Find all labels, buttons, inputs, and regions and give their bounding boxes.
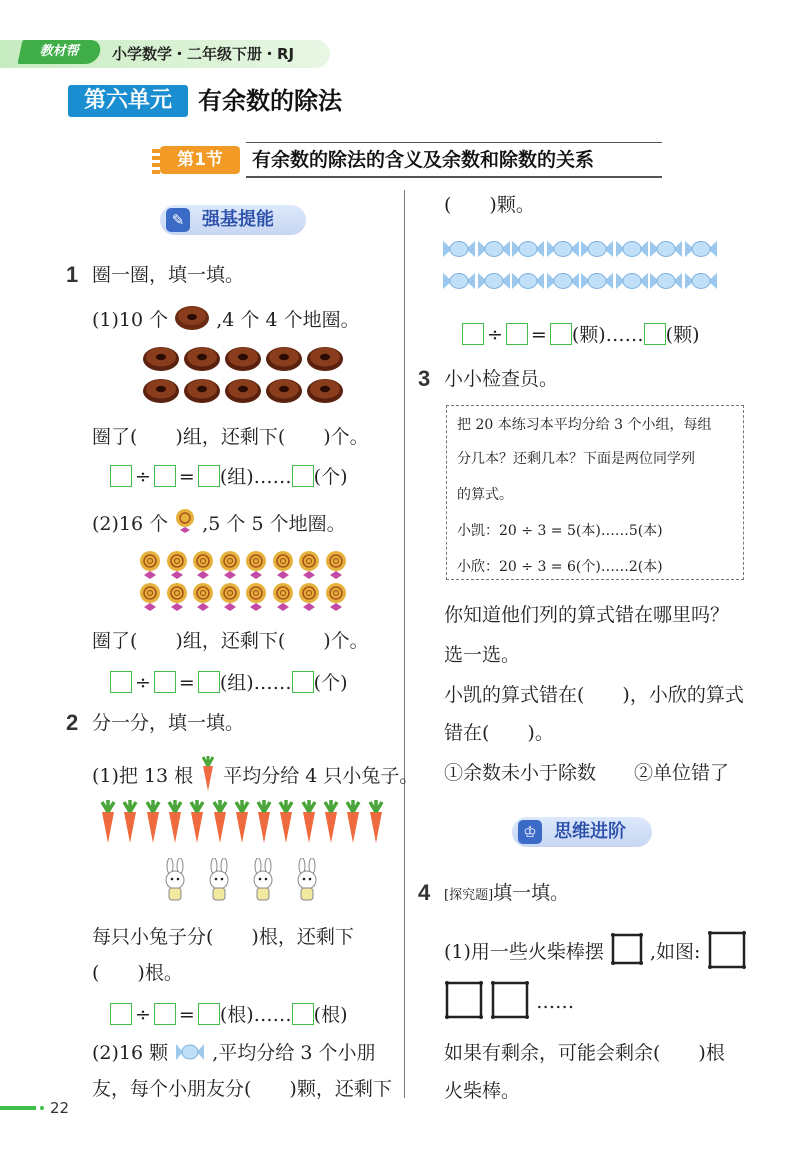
q1a-answer: 圈了( )组，还剩下( )个。 [92, 426, 369, 448]
pill-basic [160, 205, 306, 235]
lollipop-icon [165, 550, 189, 584]
lollipop-icon [244, 550, 268, 584]
carrot-icon [143, 800, 163, 848]
q1b-answer: 圈了( )组，还剩下( )个。 [92, 630, 369, 652]
box-line: 小欣：20 ÷ 3 = 6(个)……2(本) [457, 559, 663, 575]
q3-problem-box [446, 405, 744, 580]
q4-line1-text: (1)用一些火柴棒摆 [444, 941, 604, 963]
answer-box[interactable] [462, 323, 484, 345]
carrot-icon [343, 800, 363, 848]
candy-icon [511, 270, 545, 296]
answer-box[interactable] [506, 323, 528, 345]
q3-options: ①余数未小于除数 ②单位错了 [444, 762, 730, 784]
pill-basic-label: 强基提能 [202, 209, 274, 230]
rabbit-icon [160, 858, 190, 908]
answer-box[interactable] [198, 1003, 220, 1025]
donut-icon [306, 376, 344, 408]
lollipop-icon [271, 550, 295, 584]
pill-advanced-label: 思维进阶 [554, 821, 626, 842]
q4-line-1 [444, 930, 747, 970]
footer-dot [40, 1106, 44, 1110]
donut-icon [183, 344, 221, 376]
q2a-post: 平均分给 4 只小兔子。 [223, 765, 419, 787]
donut-icon [142, 376, 180, 408]
candy-icon [442, 270, 476, 296]
q2b-line-1 [92, 1040, 375, 1066]
box-line: 把 20 本练习本平均分给 3 个小组，每组 [457, 417, 712, 433]
q3-title: 小小检查员。 [444, 368, 559, 390]
answer-box[interactable] [550, 323, 572, 345]
medal-icon: ♔ [518, 820, 542, 844]
donut-icon [306, 344, 344, 376]
unit-title: 有余数的除法 [198, 87, 342, 115]
eq-sign: = [178, 1004, 195, 1026]
q3-ask-3: 小凯的算式错在( )，小欣的算式 [444, 684, 744, 706]
carrot-icon [299, 800, 319, 848]
q1a-equation [110, 462, 348, 489]
q3-ask-2: 选一选。 [444, 644, 521, 666]
q4-number: 4 [418, 880, 431, 905]
carrot-icon [187, 800, 207, 848]
donut-icon [224, 376, 262, 408]
lollipop-icon [324, 550, 348, 584]
answer-box[interactable] [292, 1003, 314, 1025]
unit-badge: 第六单元 [68, 85, 188, 117]
lollipop-icon [191, 582, 215, 616]
unit-text: (根)…… [219, 1004, 292, 1026]
answer-box[interactable] [198, 465, 220, 487]
box-line: 分几本？还剩几本？下面是两位同学列 [457, 451, 695, 467]
box-line: 小凯：20 ÷ 3 = 5(本)……5(本) [457, 523, 663, 539]
q4-line-2: 如果有剩余，可能会剩余( )根 [444, 1042, 725, 1064]
carrot-icon [254, 800, 274, 848]
q4-title: 填一填。 [493, 882, 570, 904]
carrot-icon [199, 756, 217, 792]
q2b-line-2: 友，每个小朋友分( )颗，还剩下 [92, 1078, 392, 1100]
lollipop-icon [218, 582, 242, 616]
div-sign: ÷ [135, 1004, 151, 1026]
rabbit-icon [248, 858, 278, 908]
candy-icon [684, 238, 718, 264]
q2a-line [92, 756, 418, 792]
rabbit-icon [292, 858, 322, 908]
q2-title: 分一分，填一填。 [92, 712, 245, 734]
candy-icon [615, 270, 649, 296]
donut-icon [183, 376, 221, 408]
unit-text: (组)…… [219, 672, 292, 694]
answer-box[interactable] [110, 1003, 132, 1025]
carrot-icon [321, 800, 341, 848]
pencil-icon: ✎ [166, 208, 190, 232]
matchstick-square-icon [707, 930, 747, 970]
q4-square-row [444, 980, 574, 1020]
carrot-icon [366, 800, 386, 848]
candy-icon [684, 270, 718, 296]
carrot-icon [232, 800, 252, 848]
q2a-answer-2: ( )根。 [92, 962, 183, 984]
candy-icon [477, 238, 511, 264]
candy-icon [615, 238, 649, 264]
box-line: 的算式。 [457, 487, 513, 503]
lollipop-icon [324, 582, 348, 616]
section-rule-top [246, 142, 662, 143]
book-title: 小学数学・二年级下册・RJ [112, 45, 295, 63]
carrot-icon [276, 800, 296, 848]
q1a-pre: (1)10 个 [92, 309, 169, 331]
matchstick-square-icon [490, 980, 530, 1020]
page-number: 22 [50, 1099, 70, 1117]
section-badge: 第1节 [160, 146, 240, 174]
candy-icon [511, 238, 545, 264]
carrot-icon [120, 800, 140, 848]
candy-icon [580, 238, 614, 264]
answer-box[interactable] [292, 671, 314, 693]
lollipop-icon [244, 582, 268, 616]
q2a-equation [110, 1000, 348, 1027]
answer-box[interactable] [154, 465, 176, 487]
answer-box[interactable] [154, 671, 176, 693]
donut-icon [265, 376, 303, 408]
q1b-post: ,5 个 5 个地圈。 [202, 513, 346, 535]
lollipop-icon [297, 582, 321, 616]
q2-number: 2 [66, 710, 79, 735]
lollipop-icon [297, 550, 321, 584]
candy-icon [649, 270, 683, 296]
q1-title: 圈一圈，填一填。 [92, 264, 245, 286]
footer-bar [0, 1106, 36, 1110]
q1a-line [92, 304, 360, 333]
q1a-post: ,4 个 4 个地圈。 [216, 309, 360, 331]
q4-title-line [444, 880, 569, 909]
matchstick-square-icon [444, 980, 484, 1020]
q3-ask-4: 错在( )。 [444, 722, 554, 744]
donut-icon [174, 304, 210, 332]
carrot-icon [165, 800, 185, 848]
q4-line1b-text: ,如图: [650, 941, 701, 963]
eq-sign: = [530, 324, 547, 346]
answer-box[interactable] [110, 465, 132, 487]
lollipop-icon [138, 582, 162, 616]
lollipop-icon [165, 582, 189, 616]
q2b-post: ,平均分给 3 个小朋 [212, 1042, 376, 1064]
unit-text: (组)…… [219, 466, 292, 488]
column-divider [404, 190, 405, 1098]
q2a-answer-1: 每只小兔子分( )根，还剩下 [92, 926, 354, 948]
candy-icon [546, 270, 580, 296]
q2b-pre: (2)16 颗 [92, 1042, 169, 1064]
lollipop-icon [174, 508, 196, 536]
candy-icon [477, 270, 511, 296]
lollipop-icon [138, 550, 162, 584]
section-rule-bottom [246, 176, 662, 178]
lollipop-icon [191, 550, 215, 584]
answer-box[interactable] [644, 323, 666, 345]
q1b-pre: (2)16 个 [92, 513, 169, 535]
unit-text: (颗) [665, 324, 700, 346]
candy-icon [546, 238, 580, 264]
answer-box[interactable] [292, 465, 314, 487]
carrot-icon [210, 800, 230, 848]
div-sign: ÷ [135, 672, 151, 694]
lollipop-icon [271, 582, 295, 616]
q1b-equation [110, 668, 348, 695]
rabbit-icon [204, 858, 234, 908]
unit-text: (根) [313, 1004, 348, 1026]
eq-sign: = [178, 466, 195, 488]
q3-number: 3 [418, 366, 431, 391]
donut-icon [142, 344, 180, 376]
donut-icon [224, 344, 262, 376]
q4-ellipsis: …… [536, 991, 575, 1013]
matchstick-square-icon [610, 932, 644, 966]
section-title: 有余数的除法的含义及余数和除数的关系 [252, 149, 595, 171]
q2a-pre: (1)把 13 根 [92, 765, 194, 787]
section-stripe [152, 146, 160, 174]
q2b-equation [462, 320, 700, 347]
q1-number: 1 [66, 262, 79, 287]
unit-text: (个) [313, 672, 348, 694]
div-sign: ÷ [135, 466, 151, 488]
carrot-icon [98, 800, 118, 848]
donut-icon [265, 344, 303, 376]
lollipop-icon [218, 550, 242, 584]
pill-advanced [512, 817, 652, 847]
q3-ask-1: 你知道他们列的算式错在哪里吗？ [444, 604, 730, 626]
q1b-line [92, 508, 346, 537]
candy-icon [442, 238, 476, 264]
candy-icon [580, 270, 614, 296]
answer-box[interactable] [198, 671, 220, 693]
brand-tag: 教材帮 [17, 40, 102, 64]
eq-sign: = [178, 672, 195, 694]
answer-box[interactable] [154, 1003, 176, 1025]
candy-icon [649, 238, 683, 264]
answer-box[interactable] [110, 671, 132, 693]
q4-tag: [探究题] [444, 888, 494, 903]
div-sign: ÷ [487, 324, 503, 346]
unit-text: (个) [313, 466, 348, 488]
q2b-continuation: ( )颗。 [444, 194, 535, 216]
unit-text: (颗)…… [571, 324, 644, 346]
q4-line-3: 火柴棒。 [444, 1080, 521, 1102]
candy-icon [174, 1041, 206, 1063]
